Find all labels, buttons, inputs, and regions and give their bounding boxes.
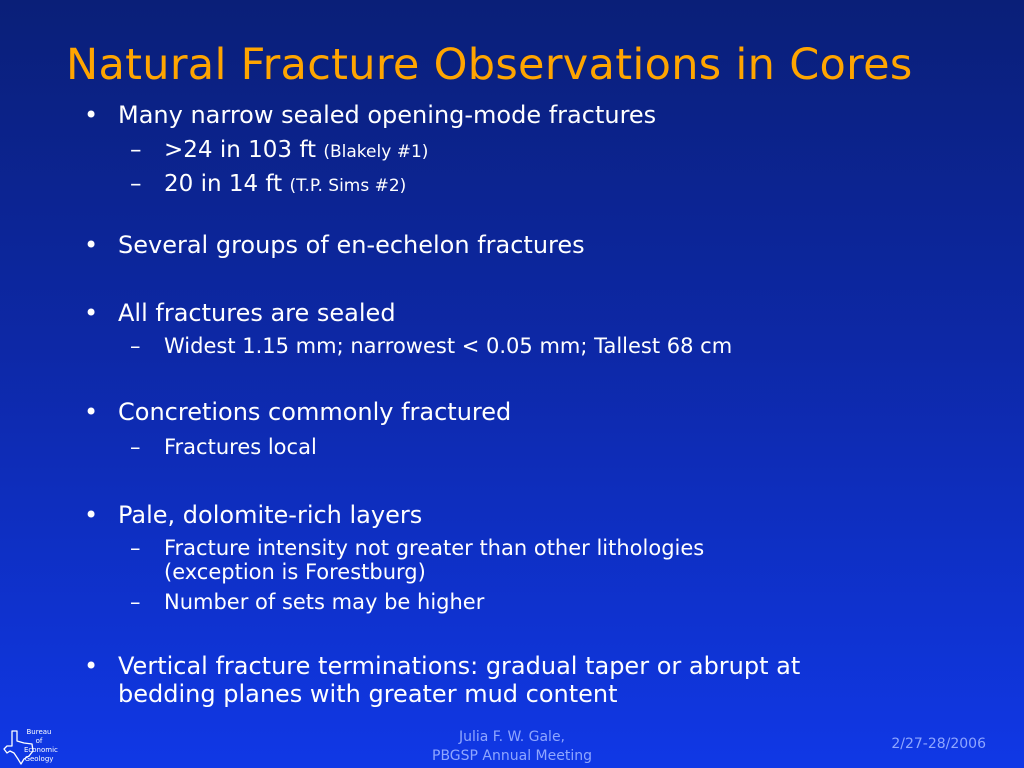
logo-line-2: of (35, 737, 43, 745)
bullet-dolomite-layers: • Pale, dolomite-rich layers (118, 501, 422, 529)
sub-bullet-intensity (164, 536, 704, 584)
bullet-concretions: • Concretions commonly fractured (118, 398, 511, 426)
bullet-all-sealed: • All fractures are sealed (118, 299, 396, 327)
logo-line-4: Geology (24, 755, 54, 763)
sub-bullet-sets: – Number of sets may be higher (164, 590, 484, 614)
footer-meeting: PBGSP Annual Meeting (432, 748, 592, 764)
bullet-vertical-terminations-line2: bedding planes with greater mud content (118, 680, 618, 708)
bullet-narrow-fractures: • Many narrow sealed opening-mode fractures (118, 101, 656, 129)
logo-line-3: Economic (24, 746, 58, 754)
bullet-en-echelon: • Several groups of en-echelon fractures (118, 231, 585, 259)
bullet-vertical-terminations-line1: Vertical fracture terminations: gradual taper or abrupt at (118, 652, 801, 680)
beg-logo-text (24, 728, 58, 764)
slide-title: Natural Fracture Observations in Cores (66, 40, 913, 90)
sub-bullet-sims-main: 20 in 14 ft (164, 171, 283, 197)
beg-logo (2, 728, 82, 766)
sub-bullet-blakely-main: >24 in 103 ft (164, 137, 317, 163)
sub-bullet-blakely (164, 137, 428, 166)
footer-date: 2/27-28/2006 (891, 736, 986, 752)
logo-line-1: Bureau (26, 728, 52, 736)
sub-bullet-sims (164, 171, 406, 200)
sub-bullet-widths: – Widest 1.15 mm; narrowest < 0.05 mm; Tallest 68 cm (164, 334, 732, 358)
sub-bullet-fractures-local: – Fractures local (164, 435, 317, 459)
sub-bullet-blakely-note: (Blakely #1) (323, 142, 429, 162)
footer-presenter (362, 728, 662, 766)
bullet-vertical-terminations (118, 652, 800, 708)
footer-author: Julia F. W. Gale, (458, 729, 566, 745)
sub-bullet-intensity-line2: (exception is Forestburg) (164, 560, 426, 584)
sub-bullet-intensity-line1: Fracture intensity not greater than other lithologies (164, 536, 705, 560)
sub-bullet-sims-note: (T.P. Sims #2) (289, 176, 407, 196)
